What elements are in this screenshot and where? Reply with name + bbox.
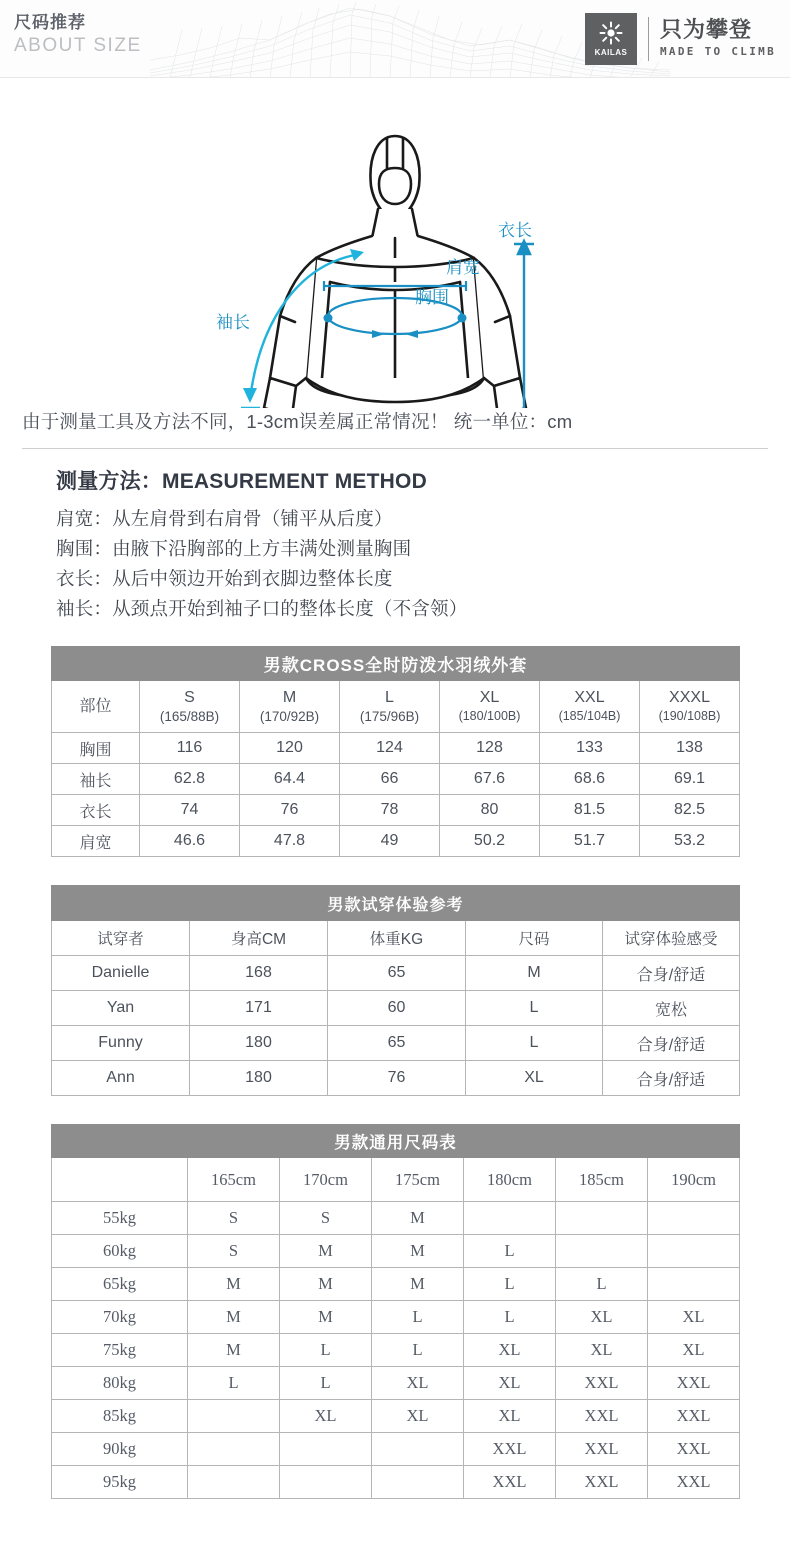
fit-tester-size-3: XL <box>466 1061 603 1096</box>
size-cell-90-180: XXL <box>464 1433 556 1466</box>
size-cell-75-170: L <box>280 1334 372 1367</box>
size-cell-70-165: M <box>188 1301 280 1334</box>
shoulder-value-s: 46.6 <box>140 826 240 857</box>
size-cell-95-180: XXL <box>464 1466 556 1499</box>
size-cell-90-170 <box>280 1433 372 1466</box>
size-name-l: L <box>385 688 394 706</box>
size-cell-80-180: XL <box>464 1367 556 1400</box>
size-cell-60-175: M <box>372 1235 464 1268</box>
size-cell-60-180: L <box>464 1235 556 1268</box>
size-cell-60-185 <box>556 1235 648 1268</box>
size-cell-85-175: XL <box>372 1400 464 1433</box>
size-spec-m: (170/92B) <box>259 708 320 724</box>
table-header-row <box>52 921 740 956</box>
length-value-xxl: 81.5 <box>540 795 640 826</box>
table-row <box>52 1026 740 1061</box>
size-cell-90-165 <box>188 1433 280 1466</box>
size-cell-75-165: M <box>188 1334 280 1367</box>
size-name-xxl: XXL <box>574 688 605 706</box>
fit-tester-height-2: 180 <box>190 1026 328 1061</box>
measurement-method-section <box>56 465 790 624</box>
sleeve-value-xxl: 68.6 <box>540 764 640 795</box>
size-column-xl <box>440 681 540 733</box>
height-header-190: 190cm <box>648 1158 740 1202</box>
height-header-185: 185cm <box>556 1158 648 1202</box>
table-row <box>52 764 740 795</box>
size-cell-60-190 <box>648 1235 740 1268</box>
table-row <box>52 733 740 764</box>
table-row <box>52 1334 740 1367</box>
size-cell-70-190: XL <box>648 1301 740 1334</box>
size-column-l <box>340 681 440 733</box>
general-size-table-title: 男款通用尺码表 <box>52 1125 740 1158</box>
fit-tester-feedback-0: 合身/舒适 <box>603 956 740 991</box>
fit-tester-height-1: 171 <box>190 991 328 1026</box>
measurement-disclaimer: 由于测量工具及方法不同，1-3cm误差属正常情况！ 统一单位：cm <box>22 408 768 449</box>
brand-logo <box>585 13 776 65</box>
header-title-cn: 尺码推荐 <box>14 13 86 32</box>
size-cell-80-175: XL <box>372 1367 464 1400</box>
table-header-row <box>52 1158 740 1202</box>
fit-tester-size-1: L <box>466 991 603 1026</box>
fit-tester-size-2: L <box>466 1026 603 1061</box>
table-row <box>52 1367 740 1400</box>
size-spec-table-title: 男款CROSS全时防泼水羽绒外套 <box>52 647 740 681</box>
size-cell-55-185 <box>556 1202 648 1235</box>
fit-tester-feedback-1: 宽松 <box>603 991 740 1026</box>
table-row <box>52 1202 740 1235</box>
fit-header-feedback: 试穿体验感受 <box>603 921 740 956</box>
fit-header-weight: 体重KG <box>328 921 466 956</box>
fit-experience-table-title: 男款试穿体验参考 <box>52 886 740 921</box>
size-cell-80-190: XXL <box>648 1367 740 1400</box>
height-header-180: 180cm <box>464 1158 556 1202</box>
method-line-shoulder: 肩宽：从左肩骨到右肩骨（铺平从后度） <box>56 508 393 529</box>
size-cell-65-170: M <box>280 1268 372 1301</box>
size-spec-corner-label: 部位 <box>52 681 140 733</box>
sunburst-icon <box>598 21 624 47</box>
measure-label-chest: 胸围 <box>52 733 140 764</box>
size-column-xxl <box>540 681 640 733</box>
size-cell-55-190 <box>648 1202 740 1235</box>
size-cell-85-190: XXL <box>648 1400 740 1433</box>
sleeve-value-xxxl: 69.1 <box>640 764 740 795</box>
method-line-length: 衣长：从后中领边开始到衣脚边整体长度 <box>56 568 393 589</box>
fit-tester-height-0: 168 <box>190 956 328 991</box>
size-cell-85-165 <box>188 1400 280 1433</box>
sleeve-value-l: 66 <box>340 764 440 795</box>
chest-value-s: 116 <box>140 733 240 764</box>
label-shoulder: 肩宽 <box>446 258 480 277</box>
size-cell-65-165: M <box>188 1268 280 1301</box>
size-cell-60-165: S <box>188 1235 280 1268</box>
size-cell-75-175: L <box>372 1334 464 1367</box>
size-spec-table <box>51 646 740 857</box>
size-spec-xl: (180/100B) <box>458 708 521 723</box>
table-row <box>52 1268 740 1301</box>
size-cell-55-180 <box>464 1202 556 1235</box>
size-spec-xxxl: (190/108B) <box>658 708 721 723</box>
size-cell-95-190: XXL <box>648 1466 740 1499</box>
measure-label-shoulder: 肩宽 <box>52 826 140 857</box>
fit-tester-name-2: Funny <box>52 1026 190 1061</box>
size-cell-65-175: M <box>372 1268 464 1301</box>
weight-label-65: 65kg <box>52 1268 188 1301</box>
size-name-xl: XL <box>479 688 500 706</box>
table-row <box>52 1466 740 1499</box>
general-corner-label <box>52 1158 188 1202</box>
fit-tester-name-0: Danielle <box>52 956 190 991</box>
weight-label-85: 85kg <box>52 1400 188 1433</box>
length-value-l: 78 <box>340 795 440 826</box>
size-cell-90-175 <box>372 1433 464 1466</box>
chest-value-l: 124 <box>340 733 440 764</box>
size-cell-70-175: L <box>372 1301 464 1334</box>
size-spec-s: (165/88B) <box>159 708 220 724</box>
shoulder-value-m: 47.8 <box>240 826 340 857</box>
logo-slogan-cn: 只为攀登 <box>660 17 753 42</box>
size-cell-90-190: XXL <box>648 1433 740 1466</box>
size-column-m <box>240 681 340 733</box>
logo-slogan-en: MADE TO CLIMB <box>660 45 776 58</box>
size-cell-55-165: S <box>188 1202 280 1235</box>
size-cell-80-185: XXL <box>556 1367 648 1400</box>
fit-tester-weight-3: 76 <box>328 1061 466 1096</box>
header-title-group <box>14 12 142 58</box>
label-chest: 胸围 <box>415 288 449 307</box>
measure-label-sleeve: 袖长 <box>52 764 140 795</box>
table-row <box>52 1061 740 1096</box>
size-cell-60-170: M <box>280 1235 372 1268</box>
size-cell-95-175 <box>372 1466 464 1499</box>
table-title-row <box>52 647 740 681</box>
fit-tester-name-1: Yan <box>52 991 190 1026</box>
size-cell-95-170 <box>280 1466 372 1499</box>
table-row <box>52 1235 740 1268</box>
weight-label-70: 70kg <box>52 1301 188 1334</box>
table-row <box>52 795 740 826</box>
sleeve-value-s: 62.8 <box>140 764 240 795</box>
size-cell-85-170: XL <box>280 1400 372 1433</box>
length-value-xxxl: 82.5 <box>640 795 740 826</box>
size-cell-85-185: XXL <box>556 1400 648 1433</box>
shoulder-value-xxxl: 53.2 <box>640 826 740 857</box>
weight-label-75: 75kg <box>52 1334 188 1367</box>
length-value-m: 76 <box>240 795 340 826</box>
shoulder-value-xxl: 51.7 <box>540 826 640 857</box>
size-cell-95-165 <box>188 1466 280 1499</box>
size-cell-95-185: XXL <box>556 1466 648 1499</box>
fit-tester-size-0: M <box>466 956 603 991</box>
shoulder-value-xl: 50.2 <box>440 826 540 857</box>
page-header <box>0 0 790 78</box>
size-cell-75-185: XL <box>556 1334 648 1367</box>
kailas-badge-label: KAILAS <box>594 48 628 57</box>
shoulder-value-l: 49 <box>340 826 440 857</box>
table-row <box>52 1400 740 1433</box>
height-header-170: 170cm <box>280 1158 372 1202</box>
jacket-outline <box>264 136 526 408</box>
general-size-table <box>51 1124 740 1499</box>
size-cell-75-180: XL <box>464 1334 556 1367</box>
size-cell-65-190 <box>648 1268 740 1301</box>
table-row <box>52 826 740 857</box>
sleeve-value-xl: 67.6 <box>440 764 540 795</box>
fit-tester-height-3: 180 <box>190 1061 328 1096</box>
fit-experience-table <box>51 885 740 1096</box>
size-name-s: S <box>184 688 195 706</box>
weight-label-95: 95kg <box>52 1466 188 1499</box>
weight-label-55: 55kg <box>52 1202 188 1235</box>
fit-tester-weight-1: 60 <box>328 991 466 1026</box>
height-header-165: 165cm <box>188 1158 280 1202</box>
size-name-xxxl: XXXL <box>669 688 710 706</box>
table-title-row <box>52 886 740 921</box>
table-row <box>52 956 740 991</box>
method-line-chest: 胸围：由腋下沿胸部的上方丰满处测量胸围 <box>56 538 412 559</box>
label-sleeve: 袖长 <box>216 313 250 332</box>
weight-label-90: 90kg <box>52 1433 188 1466</box>
fit-header-tester: 试穿者 <box>52 921 190 956</box>
sleeve-value-m: 64.4 <box>240 764 340 795</box>
logo-slogan-group <box>660 18 776 60</box>
chest-value-xxxl: 138 <box>640 733 740 764</box>
size-cell-65-185: L <box>556 1268 648 1301</box>
kailas-badge <box>585 13 637 65</box>
fit-header-height: 身高CM <box>190 921 328 956</box>
table-row <box>52 1301 740 1334</box>
fit-tester-weight-0: 65 <box>328 956 466 991</box>
jacket-measurement-diagram <box>0 78 790 408</box>
fit-tester-feedback-2: 合身/舒适 <box>603 1026 740 1061</box>
table-row <box>52 991 740 1026</box>
size-cell-75-190: XL <box>648 1334 740 1367</box>
size-cell-80-170: L <box>280 1367 372 1400</box>
size-cell-55-170: S <box>280 1202 372 1235</box>
chest-value-xxl: 133 <box>540 733 640 764</box>
fit-tester-name-3: Ann <box>52 1061 190 1096</box>
size-column-xxxl <box>640 681 740 733</box>
size-cell-65-180: L <box>464 1268 556 1301</box>
length-value-s: 74 <box>140 795 240 826</box>
chest-value-m: 120 <box>240 733 340 764</box>
fit-header-size: 尺码 <box>466 921 603 956</box>
size-cell-90-185: XXL <box>556 1433 648 1466</box>
chest-value-xl: 128 <box>440 733 540 764</box>
size-name-m: M <box>282 688 297 706</box>
method-heading: 测量方法：MEASUREMENT METHOD <box>56 470 427 493</box>
method-line-sleeve: 袖长：从颈点开始到袖子口的整体长度（不含领） <box>56 598 468 619</box>
fit-tester-feedback-3: 合身/舒适 <box>603 1061 740 1096</box>
table-title-row <box>52 1125 740 1158</box>
header-title-en: ABOUT SIZE <box>14 35 142 56</box>
table-header-row <box>52 681 740 733</box>
weight-label-80: 80kg <box>52 1367 188 1400</box>
label-length: 衣长 <box>498 221 532 240</box>
fit-tester-weight-2: 65 <box>328 1026 466 1061</box>
measure-label-length: 衣长 <box>52 795 140 826</box>
size-cell-70-185: XL <box>556 1301 648 1334</box>
size-spec-l: (175/96B) <box>359 708 420 724</box>
jacket-diagram-svg <box>0 78 790 408</box>
size-cell-85-180: XL <box>464 1400 556 1433</box>
logo-divider <box>648 17 649 61</box>
size-cell-55-175: M <box>372 1202 464 1235</box>
size-column-s <box>140 681 240 733</box>
size-cell-80-165: L <box>188 1367 280 1400</box>
length-value-xl: 80 <box>440 795 540 826</box>
height-header-175: 175cm <box>372 1158 464 1202</box>
table-row <box>52 1433 740 1466</box>
weight-label-60: 60kg <box>52 1235 188 1268</box>
size-spec-xxl: (185/104B) <box>558 708 621 723</box>
size-cell-70-170: M <box>280 1301 372 1334</box>
size-cell-70-180: L <box>464 1301 556 1334</box>
